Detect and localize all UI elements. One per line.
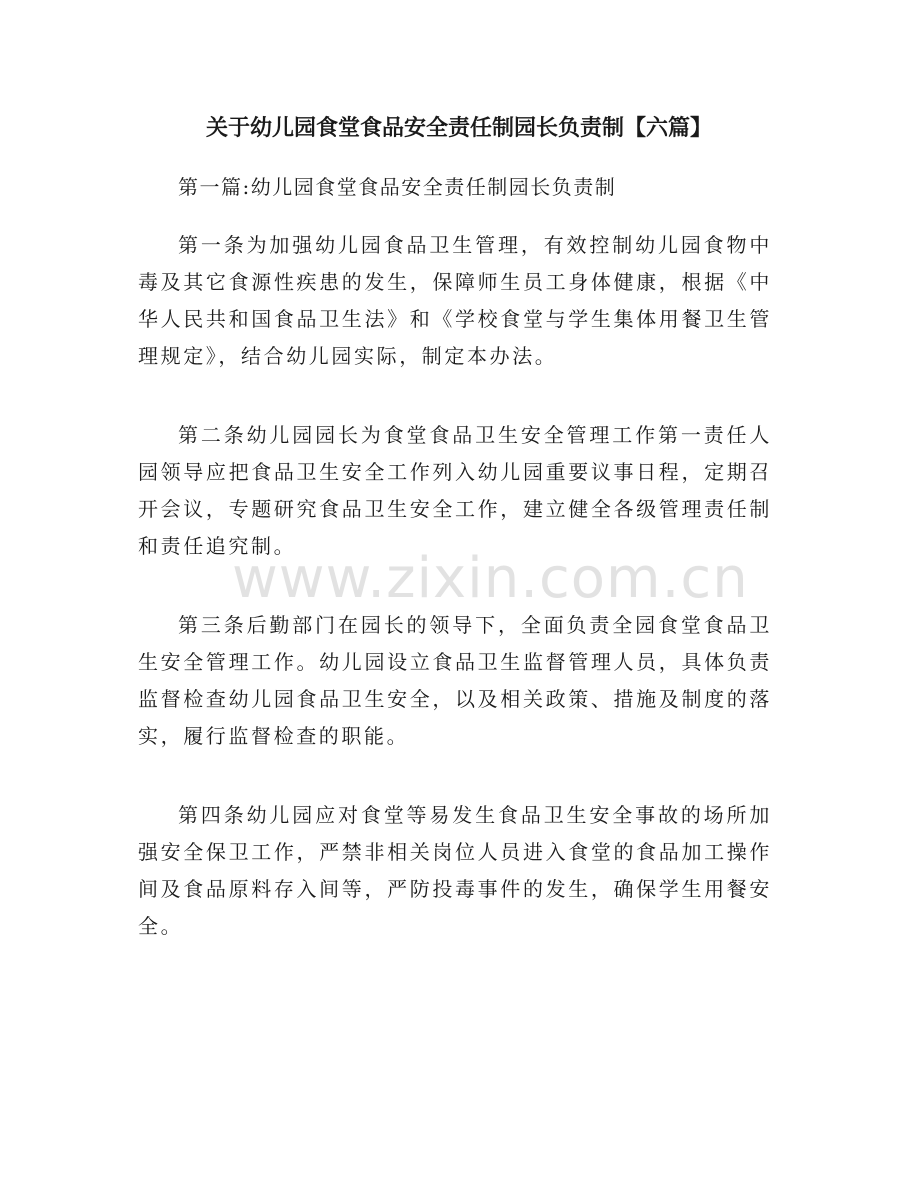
document-title: 关于幼儿园食堂食品安全责任制园长负责制【六篇】 bbox=[206, 115, 713, 141]
watermark: www.zixin.com.cn bbox=[232, 546, 749, 611]
paragraph-article-4: 第四条幼儿园应对食堂等易发生食品卫生安全事故的场所加强安全保卫工作，严禁非相关岗位人员进入食堂的食品加工操作间及食品原料存入间等，严防投毒事件的发生，确保学生用餐安全。 bbox=[138, 803, 772, 938]
paragraph-article-3: 第三条后勤部门在园长的领导下，全面负责全园食堂食品卫生安全管理工作。幼儿园设立食品卫生监督管理人员，具体负责监督检查幼儿园食品卫生安全，以及相关政策、措施及制度的落实，履行监督检查的职能。 bbox=[138, 613, 772, 748]
paragraph-article-2: 第二条幼儿园园长为食堂食品卫生安全管理工作第一责任人园领导应把食品卫生安全工作列入幼儿园重要议事日程，定期召开会议，专题研究食品卫生安全工作，建立健全各级管理责任制和责任追究制。 bbox=[138, 423, 772, 558]
document-body bbox=[138, 227, 772, 987]
section-heading: 第一篇:幼儿园食堂食品安全责任制园长负责制 bbox=[178, 175, 617, 199]
paragraph-article-1: 第一条为加强幼儿园食品卫生管理，有效控制幼儿园食物中毒及其它食源性疾患的发生，保障师生员工身体健康，根据《中华人民共和国食品卫生法》和《学校食堂与学生集体用餐卫生管理规定》，结合幼儿园实际，制定本办法。 bbox=[138, 233, 772, 368]
